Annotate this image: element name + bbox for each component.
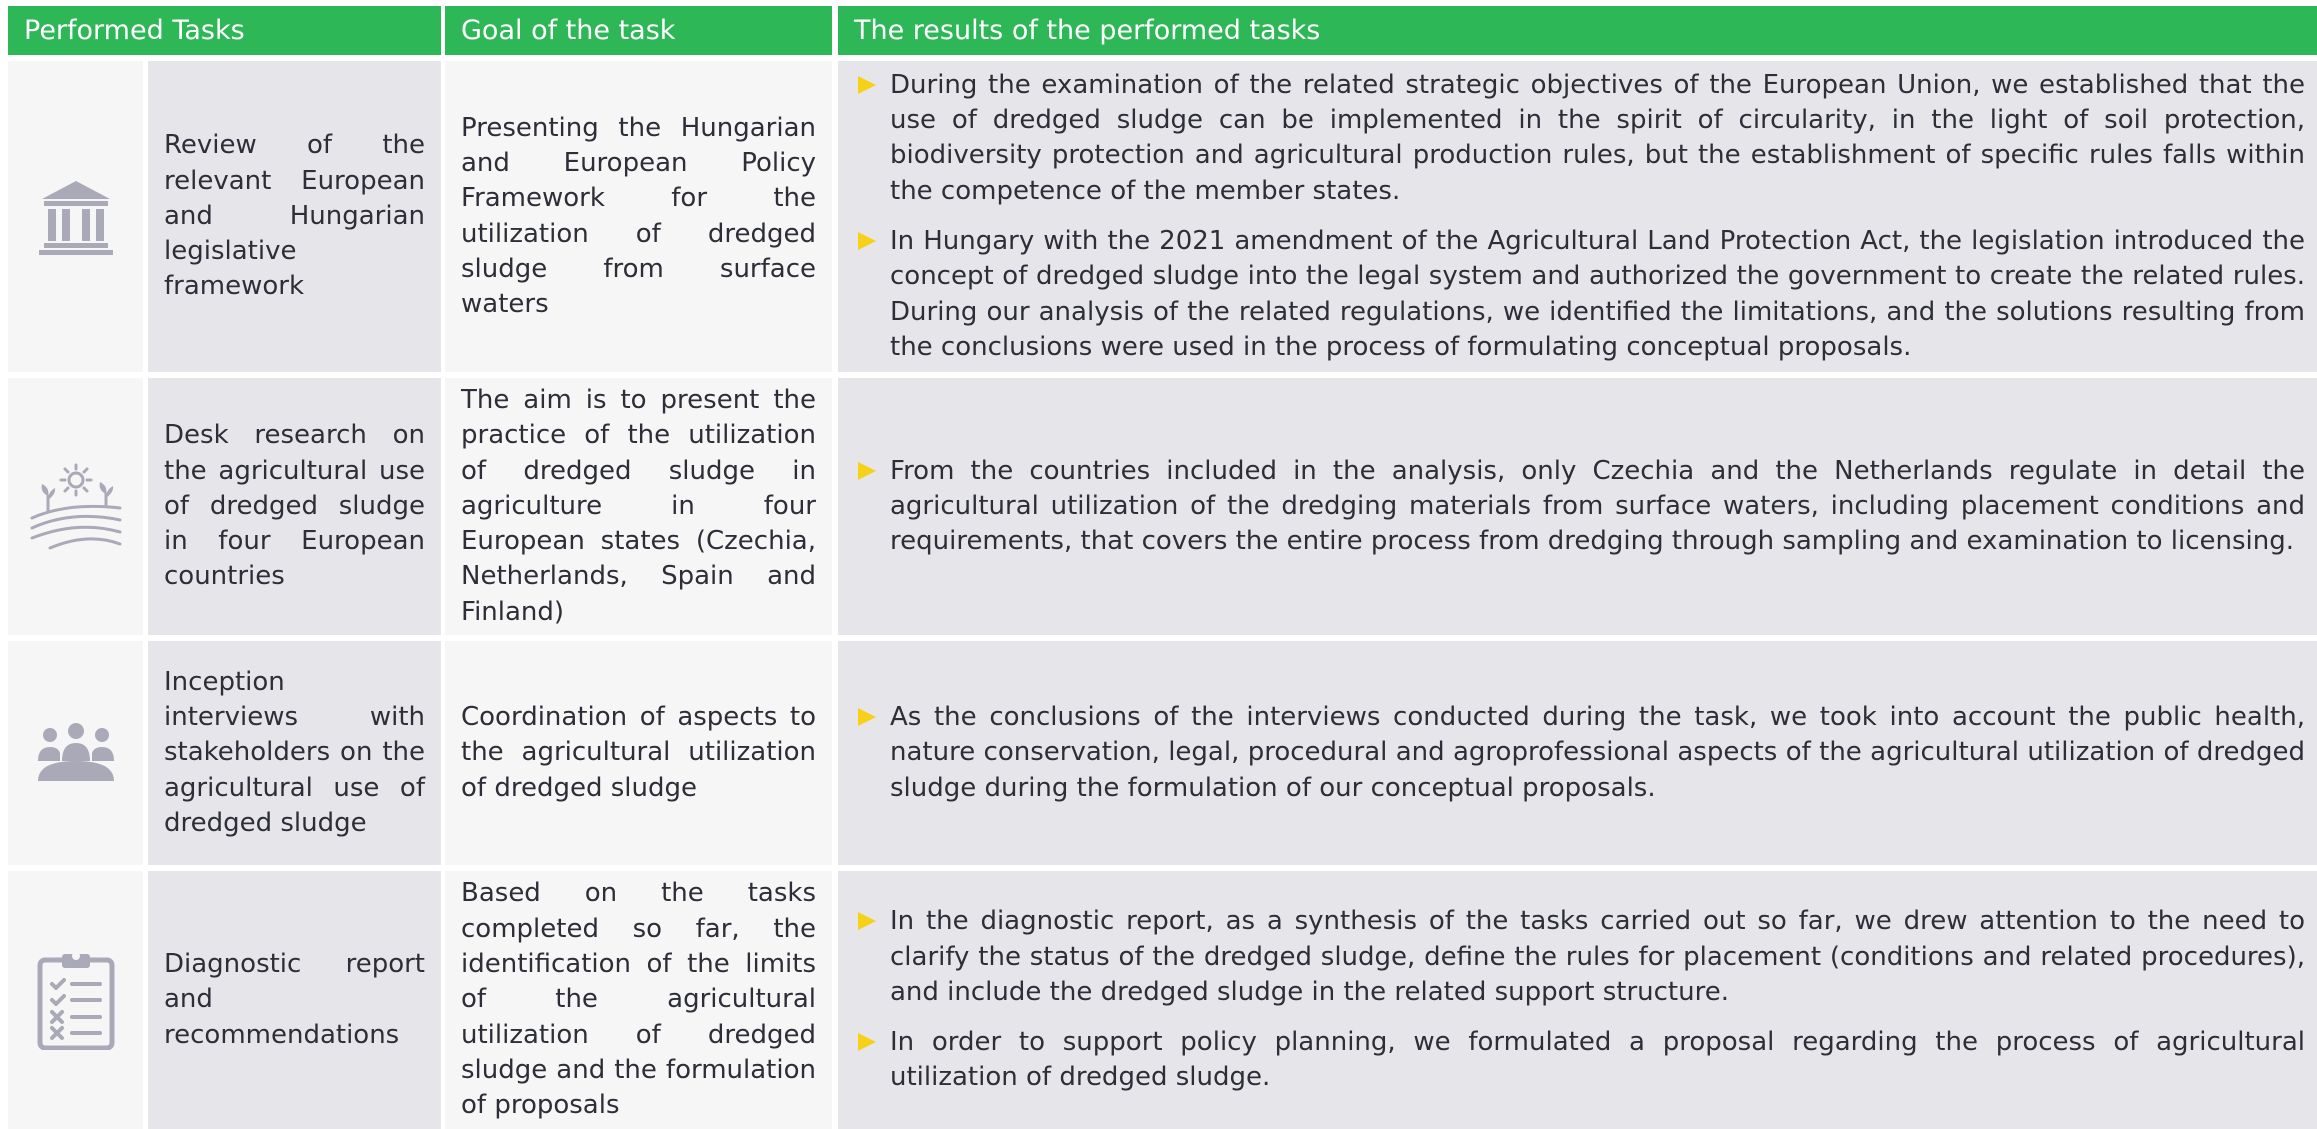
task-name: Diagnostic report and recommendations	[164, 949, 425, 1050]
task-name: Inception interviews with stakeholders on the agricultural use of dredged sludge	[164, 666, 425, 838]
government-building-icon	[36, 177, 116, 257]
people-group-icon	[36, 721, 116, 785]
goal-cell	[445, 871, 832, 1129]
row-icon-cell	[8, 378, 143, 635]
clipboard-checklist-icon	[36, 950, 116, 1050]
results-cell	[838, 378, 2317, 635]
row-icon-cell	[8, 61, 143, 372]
header-goal: Goal of the task	[445, 6, 832, 55]
result-bullet	[858, 904, 2305, 1010]
task-cell	[148, 378, 441, 635]
task-goal: Presenting the Hungarian and European Policy Framework for the utilization of dredged sludge from surface waters	[461, 112, 816, 320]
task-cell	[148, 641, 441, 865]
result-bullet	[858, 224, 2305, 365]
result-bullet	[858, 454, 2305, 560]
row-icon-cell	[8, 871, 143, 1129]
row-icon-cell	[8, 641, 143, 865]
results-cell	[838, 641, 2317, 865]
goal-cell	[445, 61, 832, 372]
bullet-arrow-icon	[858, 462, 876, 480]
bullet-arrow-icon	[858, 912, 876, 930]
task-name: Review of the relevant European and Hungarian legislative framework	[164, 130, 425, 302]
bullet-arrow-icon	[858, 76, 876, 94]
task-cell	[148, 61, 441, 372]
result-text: In the diagnostic report, as a synthesis of the tasks carried out so far, we drew attention to the need to clarify the status of the dredged sludge, define the rules for placement (conditions and related procedures), and include the dredged sludge in the related support structure.	[890, 906, 2305, 1007]
task-goal: Based on the tasks completed so far, the identification of the limits of the agricultural utilization of dredged sludge and the formulation of proposals	[461, 878, 816, 1121]
result-text: In order to support policy planning, we formulated a proposal regarding the process of agricultural utilization of dredged sludge.	[890, 1027, 2305, 1093]
results-cell	[838, 61, 2317, 372]
task-goal: Coordination of aspects to the agricultural utilization of dredged sludge	[461, 702, 816, 803]
bullet-arrow-icon	[858, 708, 876, 726]
bullet-arrow-icon	[858, 232, 876, 250]
farmland-sun-icon	[28, 462, 124, 552]
task-name: Desk research on the agricultural use of dredged sludge in four European countries	[164, 420, 425, 592]
results-cell	[838, 871, 2317, 1129]
header-results: The results of the performed tasks	[838, 6, 2317, 55]
task-goal: The aim is to present the practice of the utilization of dredged sludge in agriculture in four European states (Czechia, Netherlands, Spain and Finland)	[461, 384, 816, 627]
result-bullet	[858, 700, 2305, 806]
result-bullet	[858, 1025, 2305, 1096]
result-text: As the conclusions of the interviews conducted during the task, we took into account the public health, nature conservation, legal, procedural and agroprofessional aspects of the agricultural utilization of dredged sludge during the formulation of our conceptual proposals.	[890, 702, 2305, 803]
task-cell	[148, 871, 441, 1129]
goal-cell	[445, 641, 832, 865]
bullet-arrow-icon	[858, 1033, 876, 1051]
result-text: From the countries included in the analysis, only Czechia and the Netherlands regulate in detail the agricultural utilization of the dredging materials from surface waters, including placement conditions and requirements, that covers the entire process from dredging through sampling and examination to licensing.	[890, 455, 2305, 557]
goal-cell	[445, 378, 832, 635]
result-text: In Hungary with the 2021 amendment of the Agricultural Land Protection Act, the legislation introduced the concept of dredged sludge into the legal system and authorized the government to create the related rules. During our analysis of the related regulations, we identified the limitations, and the solutions resulting from the conclusions were used in the process of formulating conceptual proposals.	[890, 226, 2305, 362]
result-text: During the examination of the related strategic objectives of the European Union, we established that the use of dredged sludge can be implemented in the spirit of circularity, in the light of soil protection, biodiversity protection and agricultural production rules, but the establishment of specific rules falls within the competence of the member states.	[890, 69, 2305, 206]
header-performed-tasks: Performed Tasks	[8, 6, 441, 55]
result-bullet	[858, 68, 2305, 209]
